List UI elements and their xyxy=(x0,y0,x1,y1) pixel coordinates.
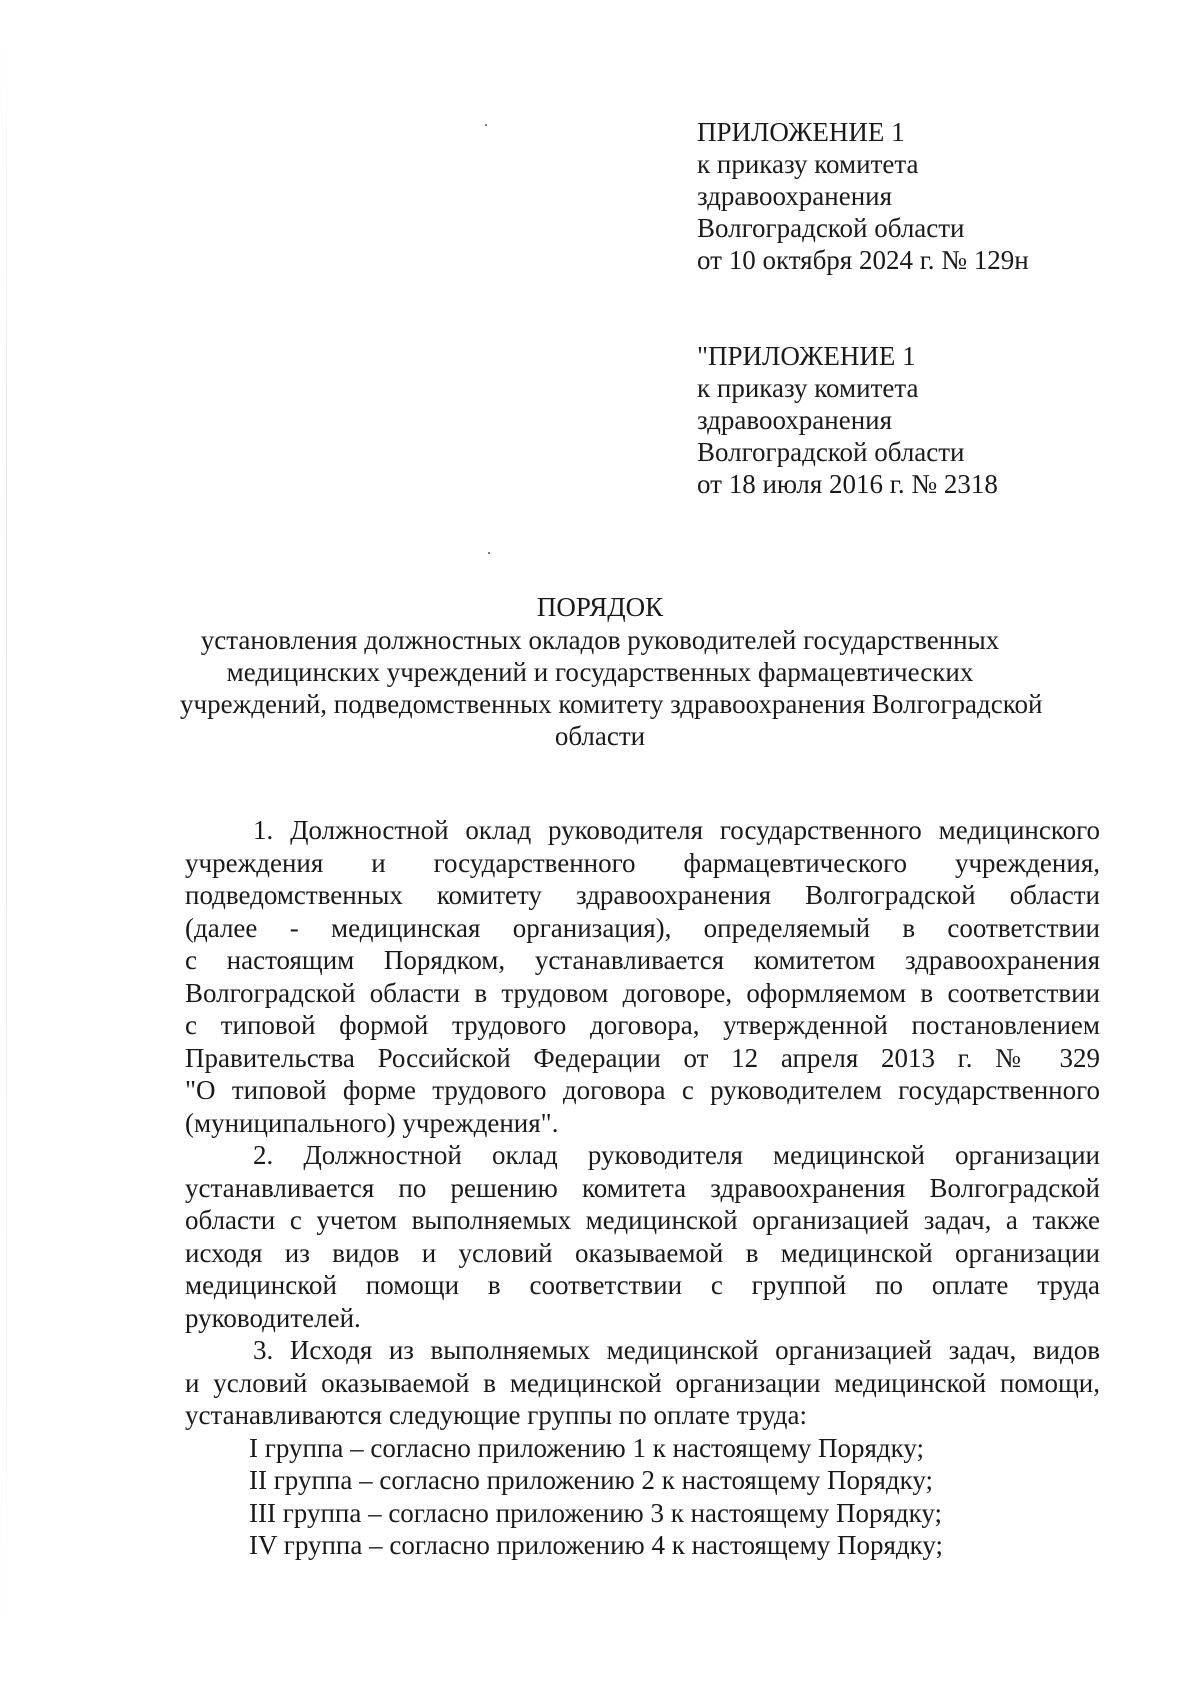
paragraph-line: подведомственных комитету здравоохранения Волгоградской области xyxy=(185,880,1100,910)
paragraph-line: 1. Должностной оклад руководителя государственного медицинского xyxy=(253,815,1100,845)
scan-edge-mark xyxy=(6,0,7,1696)
document-subtitle xyxy=(180,624,1043,752)
paragraph-line: Правительства Российской Федерации от 12 апреля 2013 г. № 329 xyxy=(185,1042,1100,1073)
group-item: I группа – согласно приложению 1 к настоящему Порядку; xyxy=(249,1432,924,1463)
paragraph-line: и условий оказываемой в медицинской организации медицинской помощи, xyxy=(185,1367,1100,1398)
paragraph-line: медицинской помощи в соответствии с группой по оплате труда xyxy=(185,1270,1100,1300)
paragraph-line: устанавливаются следующие группы по оплате труда: xyxy=(185,1400,808,1430)
subtitle-line: учреждений, подведомственных комитету здравоохранения Волгоградской xyxy=(180,689,1043,719)
paragraph-3 xyxy=(185,1334,1100,1432)
paragraph-line: исходя из видов и условий оказываемой в медицинской организации xyxy=(185,1237,1100,1268)
group-item: IV группа – согласно приложению 4 к настоящему Порядку; xyxy=(249,1530,944,1560)
paragraph-line: с настоящим Порядком, устанавливается комитетом здравоохранения xyxy=(185,945,1100,975)
group-item: II группа – согласно приложению 2 к настоящему Порядку; xyxy=(249,1465,933,1495)
paragraph-line: 3. Исходя из выполняемых медицинской организацией задач, видов xyxy=(253,1335,1100,1365)
scan-speck xyxy=(485,124,487,126)
appendix-header-original xyxy=(697,340,998,500)
document-title: ПОРЯДОК xyxy=(536,592,664,622)
subtitle-line: области xyxy=(554,721,646,751)
paragraph-line: "О типовой форме трудового договора с руководителем государственного xyxy=(185,1075,1100,1105)
group-list xyxy=(185,1432,1100,1562)
paragraph-line: устанавливается по решению комитета здравоохранения Волгоградской xyxy=(185,1172,1100,1203)
appendix-original-title: "ПРИЛОЖЕНИЕ 1 xyxy=(697,341,916,371)
appendix-original-line: Волгоградской области xyxy=(697,437,965,467)
paragraph-line: учреждения и государственного фармацевтического учреждения, xyxy=(185,847,1100,878)
paragraph-line: 2. Должностной оклад руководителя медицинской организации xyxy=(253,1140,1100,1170)
subtitle-line: медицинских учреждений и государственных фармацевтических xyxy=(226,657,974,687)
group-item: III группа – согласно приложению 3 к настоящему Порядку; xyxy=(249,1497,942,1528)
paragraph-line: (муниципального) учреждения". xyxy=(185,1107,559,1138)
appendix-current-line: здравоохранения xyxy=(697,181,893,211)
appendix-current-line: к приказу комитета xyxy=(697,149,919,179)
appendix-header-current xyxy=(697,116,1029,276)
appendix-current-title: ПРИЛОЖЕНИЕ 1 xyxy=(697,117,905,147)
paragraph-2 xyxy=(185,1139,1100,1334)
appendix-original-line: здравоохранения xyxy=(697,405,893,435)
paragraph-line: руководителей. xyxy=(185,1302,361,1333)
document-body xyxy=(185,814,1100,1562)
subtitle-line: установления должностных окладов руководителей государственных xyxy=(200,625,1000,655)
paragraph-line: области с учетом выполняемых медицинской организацией задач, а также xyxy=(185,1205,1100,1235)
paragraph-line: Волгоградской области в трудовом договоре, оформляемом в соответствии xyxy=(185,977,1100,1008)
paragraph-line: с типовой формой трудового договора, утвержденной постановлением xyxy=(185,1010,1100,1040)
appendix-original-line: к приказу комитета xyxy=(697,373,919,403)
scan-speck xyxy=(488,552,490,554)
appendix-current-line: Волгоградской области xyxy=(697,213,965,243)
appendix-original-date: от 18 июля 2016 г. № 2318 xyxy=(697,469,998,499)
paragraph-1 xyxy=(185,814,1100,1139)
paragraph-line: (далее - медицинская организация), определяемый в соответствии xyxy=(185,912,1100,943)
appendix-current-date: от 10 октября 2024 г. № 129н xyxy=(697,245,1029,275)
